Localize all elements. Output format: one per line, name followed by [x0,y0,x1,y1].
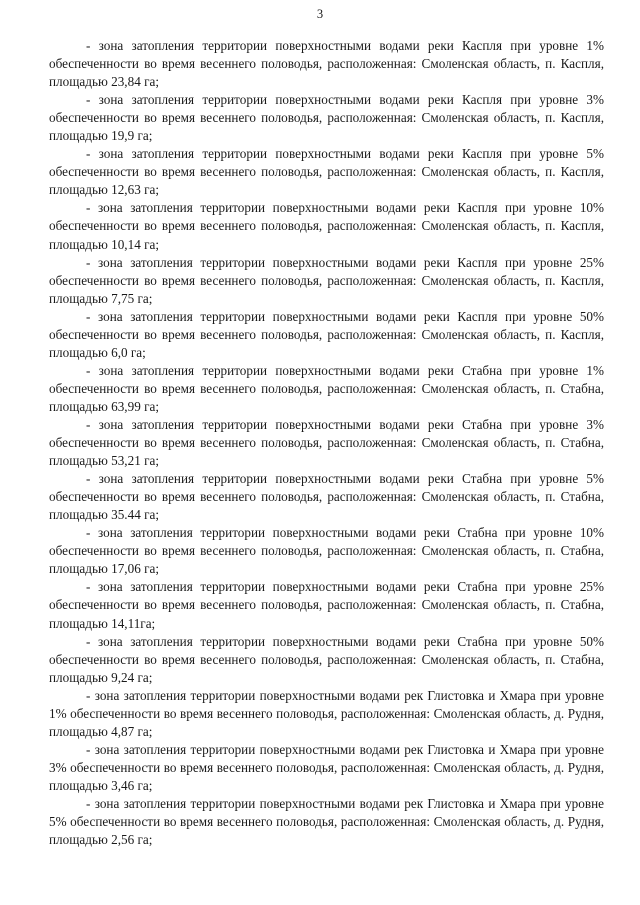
list-item: - зона затопления территории поверхностными водами реки Каспля при уровне 5% обеспеченности во время весеннего половодья, расположенная: Смоленская область, п. Каспля, площадью 12,63 га; [49,146,604,198]
list-item: - зона затопления территории поверхностными водами реки Стабна при уровне 3% обеспеченности во время весеннего половодья, расположенная: Смоленская область, п. Стабна, площадью 53,21 га; [49,416,604,469]
list-item: - зона затопления территории поверхностными водами реки Стабна при уровне 10% обеспеченности во время весеннего половодья, расположенная: Смоленская область, п. Стабна, площадью 17,06 га; [49,525,604,577]
list-item: - зона затопления территории поверхностными водами реки Каспля при уровне 25% обеспеченности во время весеннего половодья, расположенная: Смоленская область, п. Каспля, площадью 7,75 га; [49,254,604,306]
list-item: - зона затопления территории поверхностными водами реки Стабна при уровне 5% обеспеченности во время весеннего половодья, расположенная: Смоленская область, п. Стабна, площадью 35.44 га; [49,471,604,523]
list-item: - зона затопления территории поверхностными водами реки Каспля при уровне 3% обеспеченности во время весеннего половодья, расположенная: Смоленская область, п. Каспля, площадью 19,9 га; [49,92,604,144]
list-item: - зона затопления территории поверхностными водами рек Глистовка и Хмара при уровне 3% обеспеченности во время весеннего половодья, расположенная: Смоленская область, д. Рудня, площадью 3,46 га; [49,741,604,793]
list-item: - зона затопления территории поверхностными водами реки Каспля при уровне 1% обеспеченности во время весеннего половодья, расположенная: Смоленская область, п. Каспля, площадью 23,84 га; [49,38,604,90]
list-item: - зона затопления территории поверхностными водами реки Стабна при уровне 25% обеспеченности во время весеннего половодья, расположенная: Смоленская область, п. Стабна, площадью 14,11га; [49,579,604,631]
list-item: - зона затопления территории поверхностными водами реки Каспля при уровне 10% обеспеченности во время весеннего половодья, расположенная: Смоленская область, п. Каспля, площадью 10,14 га; [49,200,604,252]
list-item: - зона затопления территории поверхностными водами рек Глистовка и Хмара при уровне 5% обеспеченности во время весеннего половодья, расположенная: Смоленская область, д. Рудня, площадью 2,56 га; [49,795,604,848]
list-item: - зона затопления территории поверхностными водами реки Стабна при уровне 50% обеспеченности во время весеннего половодья, расположенная: Смоленская область, п. Стабна, площадью 9,24 га; [49,633,604,685]
page-number: 3 [316,7,324,21]
list-item: - зона затопления территории поверхностными водами реки Стабна при уровне 1% обеспеченности во время весеннего половодья, расположенная: Смоленская область, п. Стабна, площадью 63,99 га; [49,362,604,414]
document-body [49,37,604,849]
list-item: - зона затопления территории поверхностными водами реки Каспля при уровне 50% обеспеченности во время весеннего половодья, расположенная: Смоленская область, п. Каспля, площадью 6,0 га; [49,308,604,360]
list-item: - зона затопления территории поверхностными водами рек Глистовка и Хмара при уровне 1% обеспеченности во время весеннего половодья, расположенная: Смоленская область, д. Рудня, площадью 4,87 га; [49,687,604,739]
